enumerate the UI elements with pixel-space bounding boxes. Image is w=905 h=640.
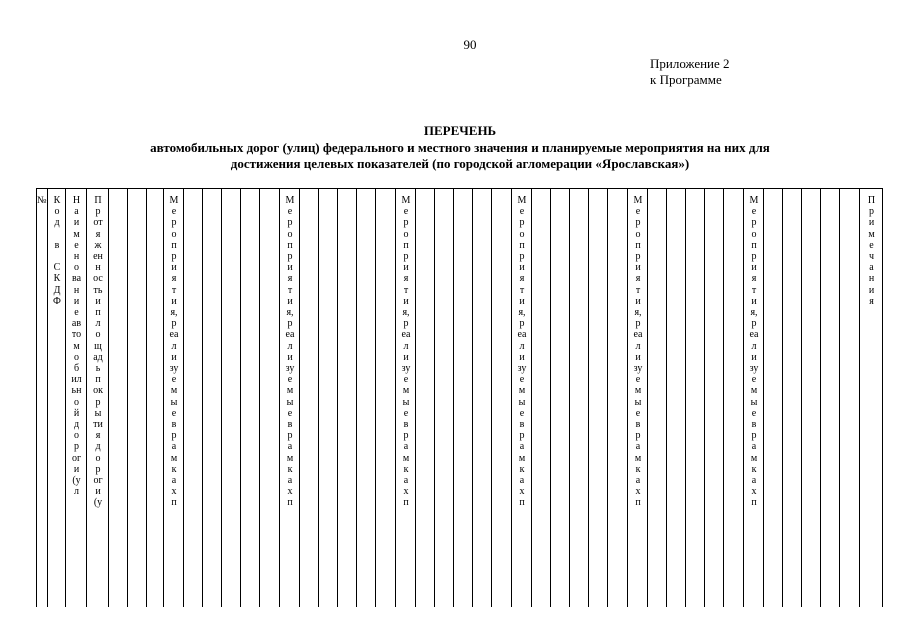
column-empty [356, 189, 376, 607]
column-measures-header: М е р о п р и я т и я, р еа л и зу е м ы е в р а м к а х п [517, 195, 527, 509]
column-empty [240, 189, 260, 607]
column-empty [647, 189, 667, 607]
column-empty [415, 189, 435, 607]
column-measures [395, 189, 416, 607]
column-measures-header: М е р о п р и я т и я, р еа л и зу е м ы е в р а м к а х п [749, 195, 759, 509]
title-heading: ПЕРЕЧЕНЬ [423, 123, 497, 138]
column-empty [202, 189, 222, 607]
column-number [37, 189, 47, 607]
title-line-1: автомобильных дорог (улиц) федерального и местного значения и планируемые мероприятия на них для [150, 139, 770, 155]
column-empty [763, 189, 783, 607]
column-code [47, 189, 66, 607]
roads-table [36, 188, 883, 607]
column-empty [607, 189, 628, 607]
column-empty [183, 189, 203, 607]
column-length [86, 189, 109, 607]
column-empty [299, 189, 319, 607]
column-empty [146, 189, 164, 607]
column-empty [434, 189, 454, 607]
column-empty [127, 189, 147, 607]
column-empty [337, 189, 357, 607]
column-measures-header: М е р о п р и я т и я, р еа л и зу е м ы е в р а м к а х п [401, 195, 411, 509]
column-empty [569, 189, 589, 607]
page-number: 90 [463, 37, 477, 52]
column-measures [511, 189, 532, 607]
column-empty [782, 189, 802, 607]
column-measures-header: М е р о п р и я т и я, р еа л и зу е м ы е в р а м к а х п [169, 195, 179, 509]
column-empty [666, 189, 686, 607]
column-empty [550, 189, 570, 607]
column-empty [259, 189, 280, 607]
column-empty [704, 189, 724, 607]
column-road-name [65, 189, 87, 607]
document-title [60, 123, 860, 173]
column-empty [108, 189, 128, 607]
appendix-label [650, 56, 730, 88]
appendix-line-1: Приложение 2 [650, 56, 730, 71]
column-length-header: П р от я ж ен н ос ть и п л о щ ад ь п ок р ы ти я д о р ог и (у [93, 195, 103, 509]
column-empty [375, 189, 396, 607]
appendix-line-2: к Программе [650, 72, 722, 87]
column-empty [531, 189, 551, 607]
column-empty [472, 189, 492, 607]
column-empty [839, 189, 860, 607]
column-measures-header: М е р о п р и я т и я, р еа л и зу е м ы е в р а м к а х п [633, 195, 643, 509]
column-measures [743, 189, 764, 607]
column-code-header: К о д в С К Д Ф [53, 195, 61, 307]
column-empty [820, 189, 840, 607]
column-empty [588, 189, 608, 607]
column-empty [801, 189, 821, 607]
column-empty [221, 189, 241, 607]
column-empty [318, 189, 338, 607]
column-road-name-header: Н а и м е н о ва н и е ав то м о б ил ьн о й д о р ог и (у л [71, 195, 82, 498]
column-measures [163, 189, 184, 607]
title-line-2: достижения целевых показателей (по городской агломерации «Ярославская») [230, 156, 690, 171]
column-number-header: № [37, 195, 47, 206]
column-measures-header: М е р о п р и я т и я, р еа л и зу е м ы е в р а м к а х п [285, 195, 295, 509]
column-measures [627, 189, 648, 607]
column-measures [279, 189, 300, 607]
column-notes [859, 189, 883, 607]
column-empty [453, 189, 473, 607]
column-empty [723, 189, 744, 607]
column-empty [685, 189, 705, 607]
column-notes-header: П р и м е ч а н и я [867, 195, 876, 307]
column-empty [491, 189, 512, 607]
